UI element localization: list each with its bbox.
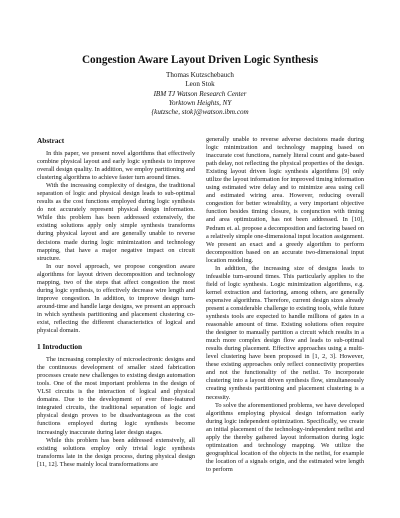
author-email: {kutzsche, stok}@watson.ibm.com [151,108,249,117]
body-paragraph: In addition, the increasing size of designs leads to infeasible turn-around times. This particularly applies to the field of logic synthesis. Logic minimization algorithms, e.g. kernel extraction and factoring, among others, are generally expensive algorithms. Therefore, current design sizes already present a considerable challenge to existing tools, while future synthesis tools are expected to handle millions of gates in a reasonable amount of time. Existing solutions often require the designer to manually partition a circuit which results in a much more complex design flow and leads to sub-optimal results during placement. Effective approaches using a multi-level clustering have been proposed in [1, 2, 3]. However, these existing approaches only reflect connectivity properties and not the functionality of the netlist. To incorporate clustering into a layout driven synthesis flow, simultaneously creating synthesis partitioning and placement clustering is a necessity. [206,264,364,401]
author-affiliation: IBM TJ Watson Research Center [153,89,247,98]
left-column [37,136,195,469]
author-name: Thomas Kutzschebauch [166,71,234,79]
paper-title: Congestion Aware Layout Driven Logic Synthesis [81,54,319,66]
abstract-paragraph: With the increasing complexity of designs, the traditional separation of logic and physical design leads to sub-optimal results as the cost functions employed during logic synthesis do not accurately represent physical design information. While this problem has been addressed extensively, the existing solutions apply only simple synthesis transforms during physical layout and are generally unable to reverse decisions made during logic minimization and technology mapping, that have a major negative impact on circuit structure. [37,182,195,262]
author-name: Leon Stok [185,80,215,89]
introduction-paragraph: While this problem has been addressed extensively, all existing solutions employ only trivial logic synthesis transforms late in the design process, during physical design [11, 12]. These mainly local transformations are [37,436,195,468]
abstract-paragraph: In this paper, we present novel algorithms that effectively combine physical layout and early logic synthesis to improve overall design quality. In addition, we employ partitioning and clustering algorithms to achieve faster turn around times. [37,150,195,182]
introduction-paragraph: The increasing complexity of microelectronic designs and the continuous development of smaller sized fabrication processes create new challenges to existing design automation tools. One of the most important problems in the design of VLSI circuits is the interaction of logical and physical domains. Due to the development of ever finer-featured integrated circuits, the traditional separation of logic and physical design proves to be disadvantageous as the cost functions employed during logic synthesis become increasingly inaccurate during later design stages. [37,356,195,436]
right-column [206,136,364,474]
author-block [0,71,400,117]
body-paragraph: generally unable to reverse adverse decisions made during logic minimization and technology mapping based on inaccurate cost functions, namely literal count and gate-based path delay, not reflecting the physical properties of the design. Existing layout driven logic synthesis algorithms [9] only utilize the layout information for improved timing information using estimated wire delay and to minimize area using cell and estimated wiring area. However, reducing overall congestion for better wireability, a very important objective function besides timing closure, is conjunction with timing and area optimization, has not been addressed. In [10], Pedram et. al. propose a decomposition and factoring based on a relatively simple one-dimensional input location assignment. We present an exact and a greedy algorithm to perform decomposition based on an accurate two-dimensional input location modeling. [206,136,364,264]
abstract-paragraph: In our novel approach, we propose congestion aware algorithms for layout driven decomposition and technology mapping, two of the steps that affect congestion the most during logic synthesis, to effectively decrease wire length and improve congestion. In addition, to improve design turn-around-time and handle large designs, we present an approach in which synthesis partitioning and placement clustering co-exist, reflecting the different characteristics of logical and physical domain. [37,262,195,335]
introduction-heading: 1 Introduction [37,342,83,352]
abstract-heading: Abstract [37,136,65,145]
author-location: Yorktown Heights, NY [168,98,232,107]
body-paragraph: To solve the aforementioned problems, we have developed algorithms employing physical design information early during logic independent optimization. Specifically, we create an initial placement of the technology-independent netlist and apply the thereby gathered layout information during logic optimization and technology mapping. We utilize the geographical location of the objects in the netlist, for example the location of a signals origin, and the estimated wire length to perform [206,401,364,473]
